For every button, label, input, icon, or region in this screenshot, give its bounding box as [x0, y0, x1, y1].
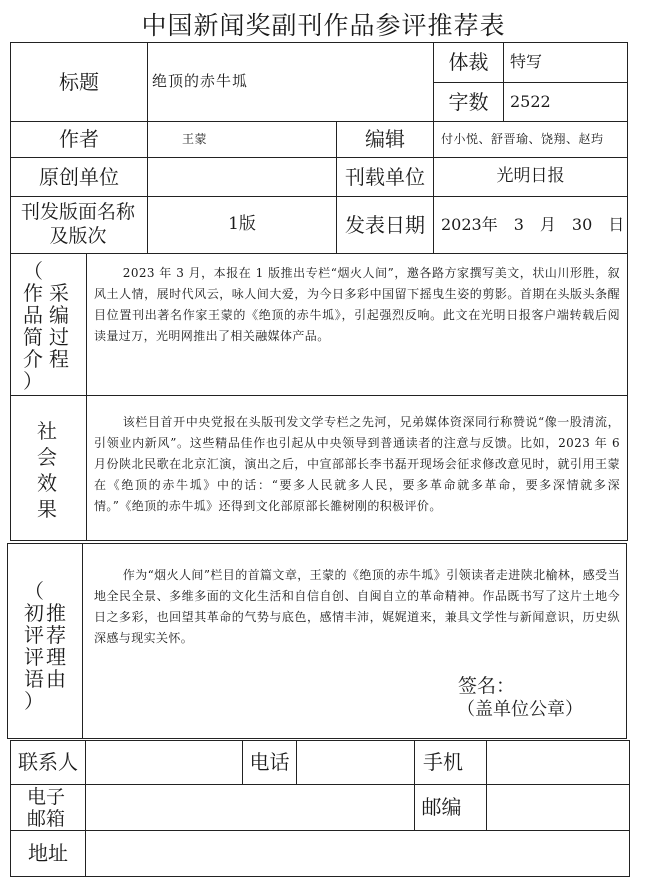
publish-unit-value: 光明日报	[496, 166, 565, 187]
mobile-field[interactable]	[487, 741, 628, 784]
intro-label-char: 采	[49, 281, 69, 305]
social-effect-text: 该栏目首开中央党报在头版刊发文学专栏之先河，兄弟媒体资深同行称赞说“像一股清流，引领业内新风”。这些精品佳作也引起从中央领导到普通读者的注意与反馈。比如，2023 年 6 月份陕北民歌在北京汇演，演出之后，中宣部部长李书磊开现场会征求修改意见时，就引用王蒙在《绝顶的赤牛坬》中的话：“要多人民就多人民，要多革命就多革命，要多深情就多深情。”《绝顶的赤牛坬》还得到文化部原部长雒树刚的积极评价。	[94, 415, 620, 513]
page-name-value: 1版	[228, 214, 256, 235]
genre-value: 特写	[510, 52, 543, 72]
intro-label-char: （	[23, 259, 43, 283]
review-label	[8, 544, 82, 738]
postcode-field[interactable]	[487, 785, 628, 830]
postcode-label: 邮编	[421, 795, 462, 819]
review-label-char: 推	[46, 601, 66, 625]
genre-label: 体裁	[448, 50, 489, 74]
email-label: 电子邮箱	[26, 785, 65, 830]
review-label-char: 理	[46, 645, 66, 669]
review-label-char: 荐	[46, 623, 66, 647]
intro-label-char: 简	[23, 325, 43, 349]
editor-label: 编辑	[365, 127, 405, 151]
social-label-char: 社	[37, 419, 57, 443]
publish-date-value: 2023年 3 月 30 日	[441, 214, 625, 234]
intro-label-char: 品	[23, 303, 43, 327]
original-unit-value	[152, 158, 332, 196]
review-text: 作为“烟火人间”栏目的首篇文章，王蒙的《绝顶的赤牛坬》引领读者走进陕北榆林，感受当地全民全景、多维多面的文化生活和自信自创、自闽自立的革命精神。作品既书写了这片土地今日之多彩，也回望其革命的气势与底色，感情丰沛，娓娓道来，兼具文学性与新闻意识，历史纵深感与现实关怀。	[94, 568, 620, 645]
title-value: 绝顶的赤牛坬	[152, 72, 249, 91]
publish-unit-label: 刊载单位	[345, 164, 425, 189]
social-effect-label	[11, 396, 86, 540]
review-label-char: 评	[24, 645, 44, 669]
form-title: 中国新闻奖副刊作品参评推荐表	[141, 11, 506, 40]
seal-label: （盖单位公章）	[457, 699, 583, 720]
intro-label-char: 程	[49, 347, 69, 371]
address-label: 地址	[28, 841, 68, 865]
phone-label: 电话	[249, 750, 290, 774]
word-count-label: 字数	[448, 89, 489, 114]
author-value: 王蒙	[182, 131, 208, 146]
review-label-char: ）	[24, 689, 44, 713]
intro-label-char: 作	[23, 281, 43, 305]
word-count-value: 2522	[510, 91, 551, 111]
contact-person-field[interactable]	[86, 741, 242, 784]
email-field[interactable]	[86, 785, 414, 830]
original-unit-label: 原创单位	[39, 164, 119, 189]
mobile-label: 手机	[423, 750, 463, 774]
contact-person-label: 联系人	[18, 750, 78, 774]
intro-label-char: 过	[49, 325, 69, 349]
page-name-label: 刊发版面名称及版次	[20, 201, 135, 247]
address-field[interactable]	[86, 831, 628, 876]
intro-label-char: 介	[23, 347, 43, 371]
title-label: 标题	[59, 69, 99, 94]
review-label-char: 初	[24, 601, 44, 625]
author-label: 作者	[59, 127, 99, 151]
review-label-char: （	[24, 579, 44, 603]
intro-label	[11, 254, 86, 395]
review-label-char: 语	[24, 667, 44, 691]
publish-date-label: 发表日期	[345, 212, 425, 237]
intro-label-char: 编	[49, 303, 69, 327]
review-label-char: 评	[24, 623, 44, 647]
phone-field[interactable]	[297, 741, 414, 784]
intro-text: 2023 年 3 月，本报在 1 版推出专栏“烟火人间”，邀各路方家撰写美文，状山川形胜，叙风土人情，展时代风云，咏人间大爱，为今日多彩中国留下摇曳生姿的剪影。首期在头版头条醒目位置刊出著名作家王蒙的《绝顶的赤牛坬》，引起强烈反响。此文在光明日报客户端转载后阅读量过万，光明网推出了相关融媒体产品。	[94, 266, 620, 343]
signature-label: 签名：	[458, 675, 516, 697]
social-label-char: 会	[37, 445, 57, 469]
editor-value: 付小悦、舒晋瑜、饶翔、赵玙	[441, 131, 604, 146]
social-label-char: 效	[37, 471, 57, 495]
review-label-char: 由	[46, 667, 66, 691]
social-label-char: 果	[37, 497, 57, 521]
intro-label-char: ）	[23, 369, 43, 393]
